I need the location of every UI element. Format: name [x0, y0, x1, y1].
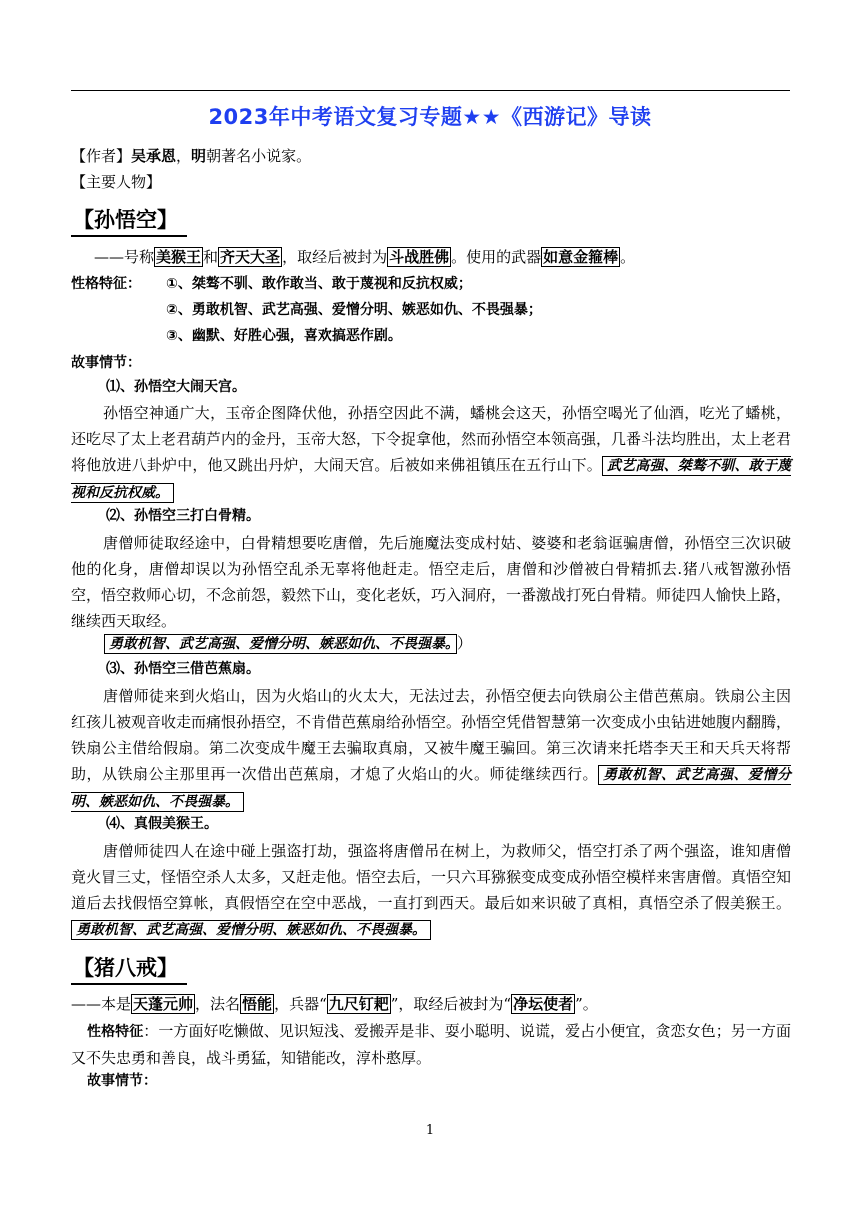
sun-intro-text: ——号称 [94, 248, 155, 266]
story-text: 孙悟空神通广大，玉帝企图降伏他，孙捂空因此不满，蟠桃会这天，孙悟空喝光了仙酒，吃光了蟠桃，还吃尽了太上老君葫芦内的金丹，玉帝大怒，下令捉拿他，然而孙悟空本领高强，几番斗法均胜出，太上老君将他放进八卦炉中，他又跳出丹炉，大闹天宫。后被如来佛祖镇压在五行山下。 [71, 404, 792, 474]
zhu-traits-label: 性格特征 [87, 1024, 144, 1040]
zhu-traits [71, 1018, 791, 1071]
summary-tail: ） [457, 634, 473, 652]
author-label: 【作者】 [71, 147, 132, 165]
story-title: ⑵、孙悟空三打白骨精。 [106, 508, 260, 524]
summary-box: 勇敢机智、武艺高强、爱憎分明、嫉恶如仇、不畏强暴。 [71, 920, 431, 940]
story-paragraph: 唐僧师徒取经途中，白骨精想要吃唐僧，先后施魔法变成村姑、婆婆和老翁诓骗唐僧，孙悟空三次识破他的化身，唐僧却误以为孙悟空乱杀无辜将他赶走。悟空走后，唐僧和沙僧被白骨精抓去.猪八戒智激孙悟空，悟空救师心切，不念前怨，毅然下山，变化老妖，巧入洞府，一番激战打死白骨精。师徒四人愉快上路，继续西天取经。 [71, 534, 792, 630]
sun-intro-text: 。使用的武器 [451, 248, 542, 266]
author-desc: 朝著名小说家。 [206, 147, 312, 165]
sun-wukong-heading: 【孙悟空】 [71, 205, 187, 237]
author-name: 吴承恩 [131, 147, 177, 165]
keyword-box: 九尺钉耙 [328, 995, 389, 1013]
sun-intro-text: ，取经后被封为 [282, 248, 388, 266]
zhu-intro-text: ——本是 [71, 995, 132, 1013]
keyword-box: 斗战胜佛 [389, 248, 450, 266]
zhu-intro-text: ，兵器“ [274, 995, 327, 1013]
story-text: 唐僧师徒来到火焰山，因为火焰山的火太大，无法过去，孙悟空便去向铁扇公主借芭蕉扇。铁扇公主因红孩儿被观音收走而痛恨孙捂空，不肯借芭蕉扇给孙悟空。孙悟空凭借智慧第一次变成小虫钻进她腹内翻腾，铁扇公主借给假扇。第二次变成牛魔王去骗取真扇，又被牛魔王骗回。第三次请来托塔李天王和天兵天将帮助，从铁扇公主那里再一次借出芭蕉扇，才熄了火焰山的火。师徒继续西行。 [71, 687, 792, 783]
keyword-box: 齐天大圣 [220, 248, 281, 266]
story-paragraph [71, 400, 791, 506]
keyword-box: 天蓬元帅 [133, 995, 194, 1013]
main-characters-label: 【主要人物】 [71, 173, 162, 191]
author-dynasty: 明 [191, 147, 207, 165]
zhu-traits-text: ：一方面好吃懒做、见识短浅、爱搬弄是非、耍小聪明、说谎，爱占小便宜，贪恋女色；另一方面又不失忠勇和善良，战斗勇猛，知错能改，淳朴憨厚。 [71, 1022, 791, 1067]
sun-intro-text: 。 [620, 248, 636, 266]
story-label: 故事情节： [71, 355, 141, 371]
document-title: 2023年中考语文复习专题★★《西游记》导读 [208, 105, 652, 129]
summary-box: 武艺高强、桀骜不驯、敢于蔑视和反抗权威。 [71, 458, 791, 501]
zhu-intro [71, 993, 598, 1015]
story-paragraph [71, 683, 791, 815]
page-number: 1 [425, 1123, 435, 1138]
story-paragraph [71, 838, 791, 943]
story-text: 唐僧师徒四人在途中碰上强盗打劫，强盗将唐僧吊在树上，为救师父，悟空打杀了两个强盗，谁知唐僧竟火冒三丈，怪悟空杀人太多，又赶走他。悟空去后，一只六耳猕猴变成变成孙悟空模样来害唐僧。真悟空知道后去找假悟空算帐，真假悟空在空中恶战，一直打到西天。最后如来识破了真相，真悟空杀了假美猴王。 [71, 842, 792, 912]
keyword-box: 如意金箍棒 [543, 248, 619, 266]
trait-item: ①、桀骜不驯、敢作敢当、敢于蔑视和反抗权威； [166, 276, 472, 292]
author-sep: ， [176, 147, 192, 165]
zhu-intro-text: ”。 [575, 995, 598, 1013]
zhu-bajie-heading: 【猪八戒】 [71, 953, 187, 985]
story-title: ⑷、真假美猴王。 [106, 816, 218, 832]
zhu-story-label: 故事情节： [87, 1073, 157, 1089]
trait-item: ②、勇敢机智、武艺高强、爱憎分明、嫉恶如仇、不畏强暴； [166, 302, 542, 318]
summary-box: 勇敢机智、武艺高强、爱憎分明、嫉恶如仇、不畏强暴。 [104, 634, 457, 654]
author-line [71, 145, 311, 167]
story-title: ⑶、孙悟空三借芭蕉扇。 [106, 661, 260, 677]
zhu-intro-text: ，法名 [195, 995, 241, 1013]
keyword-box: 净坛使者 [513, 995, 574, 1013]
keyword-box: 美猴王 [156, 248, 202, 266]
sun-intro-text: 和 [203, 248, 219, 266]
story-title: ⑴、孙悟空大闹天宫。 [106, 379, 246, 395]
keyword-box: 悟能 [242, 995, 273, 1013]
top-rule [71, 90, 790, 91]
story-summary-line [104, 632, 472, 655]
traits-label: 性格特征： [71, 276, 141, 292]
zhu-intro-text: ”，取经后被封为“ [390, 995, 512, 1013]
sun-intro [94, 246, 635, 268]
summary-box: 勇敢机智、武艺高强、爱憎分明、嫉恶如仇、不畏强暴。 [71, 767, 791, 810]
trait-item: ③、幽默、好胜心强，喜欢搞恶作剧。 [166, 328, 402, 344]
